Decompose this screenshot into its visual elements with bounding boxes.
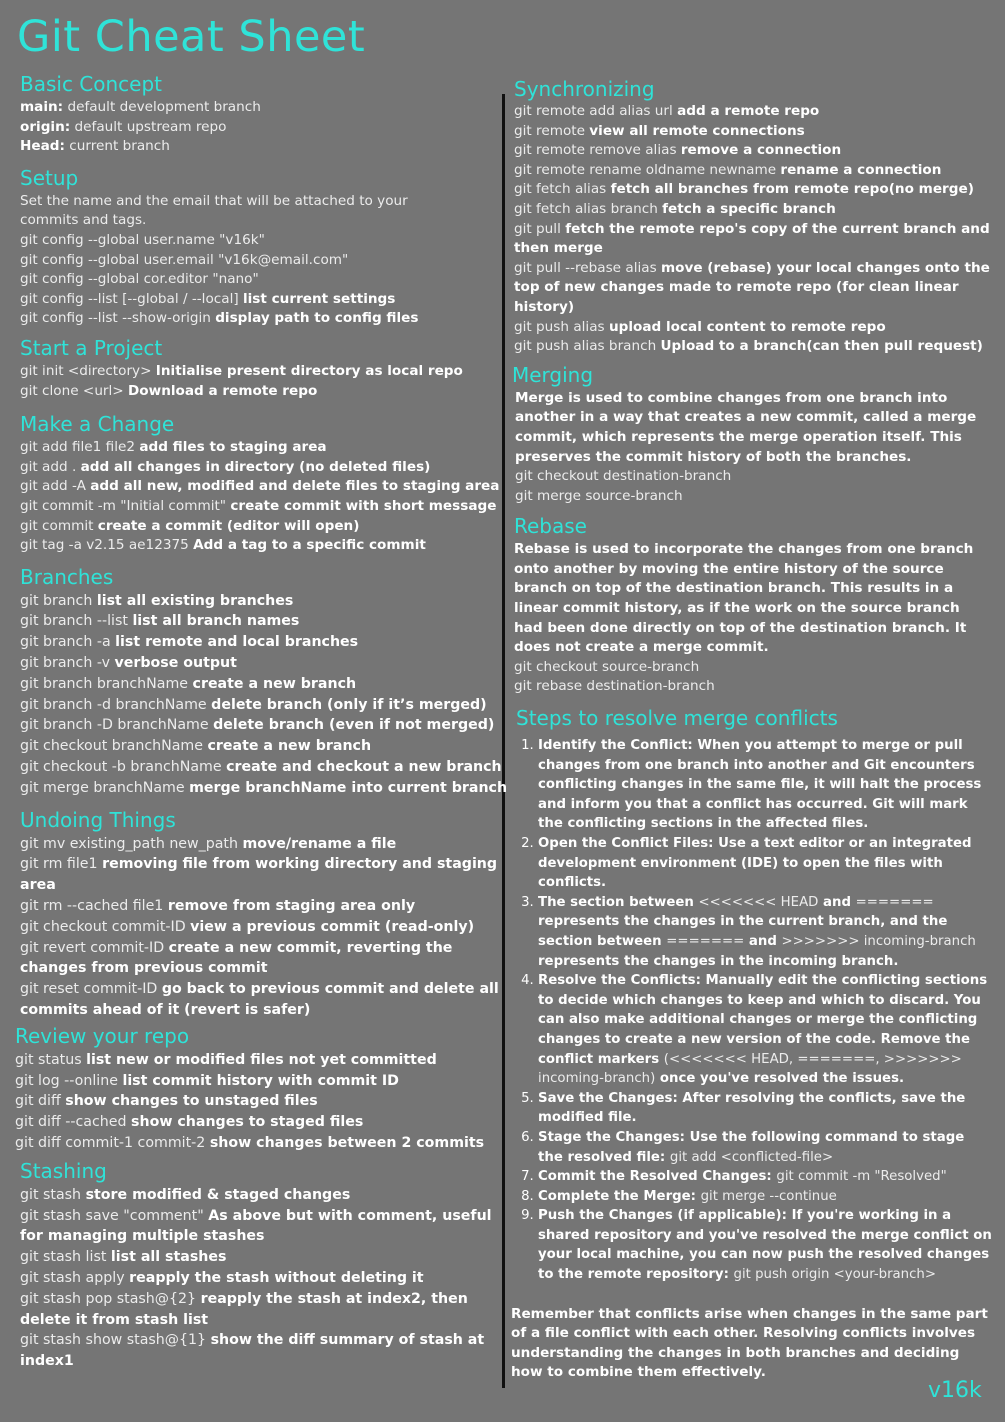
step-code: git merge --continue — [700, 1188, 837, 1204]
command-description: fetch the remote repo's copy of the current branch and then merge — [514, 220, 990, 257]
step-code: (<<<<<<< HEAD, =======, >>>>>>> incoming-branch) — [538, 1051, 962, 1087]
command-row — [20, 917, 502, 938]
command-row — [20, 251, 502, 271]
step-text: and — [744, 933, 782, 949]
command-description: remove from staging area only — [167, 898, 416, 915]
command-description: show the diff summary of stash at index1 — [20, 1332, 485, 1370]
command-row — [20, 938, 502, 980]
command-description: fetch all branches from remote repo(no merge) — [610, 181, 974, 198]
command-row — [514, 220, 992, 259]
command-text: git fetch alias — [514, 181, 611, 198]
section-merge-conflicts — [516, 704, 992, 1285]
command-text: git pull --rebase alias — [514, 259, 661, 276]
step-text: represents the changes in the current branch, and the section between — [538, 914, 948, 949]
command-text: git push alias branch — [514, 338, 661, 355]
command-row: git merge source-branch — [515, 487, 683, 504]
step-code: ======= — [855, 894, 934, 910]
command-row — [20, 477, 502, 497]
section-make-change — [20, 410, 502, 556]
step-text: Save the Changes: After resolving the conflicts, save the modified file. — [538, 1090, 966, 1126]
command-row — [514, 102, 992, 122]
stash-list — [20, 1185, 502, 1372]
step-code: >>>>>>> incoming-branch — [781, 933, 976, 949]
section-heading: Merging — [512, 362, 594, 387]
command-row — [20, 834, 502, 855]
conflict-step — [538, 834, 992, 893]
section-branches — [20, 563, 508, 799]
command-description: display path to config files — [215, 310, 419, 327]
command-description: move/rename a file — [242, 835, 397, 852]
command-description: Initialise present directory as local repo — [155, 362, 463, 379]
command-text: git stash apply — [20, 1270, 130, 1286]
concept-value: default development branch — [63, 99, 261, 115]
command-row — [20, 231, 502, 251]
command-description: Add a tag to a specific commit — [193, 537, 426, 554]
command-row — [20, 458, 502, 478]
step-text: Resolve the Conflicts: Manually edit the conflicting sections to decide which changes to keep and which to discard. You can also make additional changes or merge the conflicting changes to create a new version of the code. Remove the conflict markers — [538, 973, 988, 1067]
command-text: git add -A — [20, 478, 91, 495]
conflict-step — [538, 971, 992, 1089]
command-description: Download a remote repo — [128, 382, 318, 399]
command-description: list commit history with commit ID — [122, 1072, 399, 1089]
command-row — [20, 1330, 500, 1372]
command-text: git pull — [514, 220, 566, 237]
change-list — [20, 438, 502, 556]
command-row — [20, 438, 502, 458]
command-text: git config --list [--global / --local] — [20, 290, 243, 307]
command-description: upload local content to remote repo — [608, 318, 886, 335]
step-text: Stage the Changes: Use the following command to stage the resolved file: — [538, 1129, 965, 1165]
command-description: list remote and local branches — [115, 634, 359, 651]
command-row — [15, 1133, 502, 1154]
step-code: git commit -m "Resolved" — [776, 1169, 947, 1185]
concept-key: main: — [20, 99, 64, 115]
command-description: merge branchName into current branch — [189, 779, 508, 796]
command-text: git checkout commit-ID — [20, 918, 191, 935]
command-description: verbose output — [114, 655, 237, 672]
command-row — [20, 382, 502, 402]
setup-intro: Set the name and the email that will be attached to your commits and tags. — [20, 192, 408, 229]
step-code: git add <conflicted-file> — [669, 1149, 834, 1165]
command-description: Upload to a branch(can then pull request) — [660, 338, 983, 355]
command-text: git branch -d branchName — [20, 696, 212, 713]
command-row — [20, 517, 502, 537]
section-heading: Make a Change — [20, 412, 175, 437]
step-text: Complete the Merge: — [538, 1188, 701, 1204]
command-row: git rebase destination-branch — [514, 678, 715, 695]
concept-value: default upstream repo — [70, 118, 227, 135]
branches-list — [20, 591, 508, 799]
conflict-step — [538, 1187, 992, 1207]
section-stashing — [20, 1157, 502, 1372]
command-description: removing file from working directory and staging area — [20, 856, 498, 894]
section-heading: Branches — [20, 564, 114, 589]
concept-row — [20, 98, 502, 118]
command-description: reapply the stash without deleting it — [129, 1270, 424, 1286]
command-text: git tag -a v2.15 ae12375 — [20, 537, 194, 554]
command-row — [20, 1268, 500, 1289]
command-description: go back to previous commit and delete all commits ahead of it (revert is safer) — [20, 981, 499, 1019]
step-text: Identify the Conflict: When you attempt to merge or pull changes from one branch into another and Git encounters conflicting changes in the same file, it will halt the process and inform you that a conflict has occurred. Git will mark the conflicting sections in the affected files. — [538, 738, 982, 832]
command-row — [20, 736, 502, 757]
command-description: show changes to staged files — [131, 1114, 364, 1131]
command-text: git revert commit-ID — [20, 939, 169, 956]
command-row — [20, 896, 502, 917]
command-description: add all changes in directory (no deleted files) — [80, 458, 431, 475]
concept-row — [20, 137, 502, 157]
command-text: git init <directory> — [20, 362, 156, 379]
command-text: git branch -a — [20, 634, 116, 651]
command-row — [20, 1247, 500, 1268]
command-text: git stash show stash@{1} — [20, 1332, 211, 1349]
command-row — [20, 715, 502, 736]
section-heading: Synchronizing — [514, 77, 655, 101]
section-heading: Review your repo — [15, 1023, 190, 1048]
command-text: git config --global user.name "v16k" — [20, 231, 265, 248]
command-text: git commit -m "Initial commit" — [20, 497, 231, 514]
command-row: git checkout source-branch — [514, 658, 700, 675]
section-heading: Setup — [20, 165, 79, 190]
command-description: delete branch (even if not merged) — [213, 717, 495, 734]
command-text: git diff --cached — [15, 1114, 132, 1131]
command-row — [15, 1112, 502, 1133]
conflict-step — [538, 893, 992, 971]
command-description: list all branch names — [132, 613, 300, 630]
step-text: represents the changes in the incoming branch. — [538, 953, 899, 969]
section-heading: Basic Concept — [20, 72, 163, 96]
conflict-step — [538, 1089, 992, 1128]
section-setup — [20, 164, 502, 329]
command-description: delete branch (only if it’s merged) — [211, 696, 487, 713]
section-review — [15, 1022, 502, 1154]
command-text: git log --online — [15, 1072, 123, 1089]
command-row — [20, 854, 502, 896]
command-text: git stash — [20, 1186, 86, 1203]
section-heading: Start a Project — [20, 335, 163, 360]
command-row — [15, 1091, 502, 1112]
command-text: git stash list — [20, 1249, 111, 1266]
conflict-steps — [516, 736, 992, 1285]
concept-key: origin: — [20, 118, 71, 135]
command-row — [514, 200, 992, 220]
command-text: git push alias — [514, 318, 609, 335]
section-synchronizing — [514, 76, 992, 357]
command-row — [20, 653, 502, 674]
setup-list — [20, 231, 502, 329]
command-description: add a remote repo — [677, 103, 820, 119]
command-description: add all new, modified and delete files to staging area — [90, 478, 500, 495]
command-text: git clone <url> — [20, 382, 129, 399]
command-row — [20, 536, 502, 556]
command-description: remove a connection — [680, 142, 842, 159]
command-row — [514, 337, 992, 357]
command-description: store modified & staged changes — [85, 1186, 351, 1203]
command-row — [20, 1206, 500, 1248]
conflict-step — [538, 1167, 992, 1187]
command-description: add files to staging area — [139, 439, 327, 456]
command-row — [20, 497, 502, 517]
command-description: create and checkout a new branch — [226, 759, 502, 776]
command-row — [514, 122, 992, 142]
command-text: git stash save "comment" — [20, 1207, 209, 1224]
command-text: git diff — [15, 1093, 66, 1110]
step-text: The section between — [538, 894, 699, 910]
section-start-project — [20, 334, 502, 401]
command-description: create a new branch — [207, 738, 372, 755]
command-row — [15, 1071, 502, 1092]
step-text: Push the Changes (if applicable): If you're working in a shared repository and you've resolved the merge conflict on your local machine, you can now push the resolved changes to the remote repository: — [538, 1208, 992, 1283]
command-description: list current settings — [242, 290, 396, 307]
command-row — [514, 180, 992, 200]
command-text: git add . — [20, 458, 81, 475]
section-heading: Rebase — [514, 514, 587, 539]
command-text: git config --global cor.editor "nano" — [20, 271, 259, 288]
command-description: reapply the stash at index2, then delete it from stash list — [20, 1290, 468, 1328]
command-row — [20, 290, 502, 310]
command-description: fetch a specific branch — [662, 200, 836, 217]
command-row — [20, 1289, 500, 1331]
command-text: git branch — [20, 592, 97, 609]
command-description: view all remote connections — [589, 122, 805, 139]
command-description: As above but with comment, useful for managing multiple stashes — [20, 1207, 492, 1245]
command-description: list new or modified files not yet committed — [86, 1051, 437, 1068]
section-rebase — [514, 512, 992, 697]
command-text: git remote add alias url — [514, 103, 678, 119]
section-undoing — [20, 806, 502, 1021]
signature: v16k — [928, 1378, 982, 1403]
step-text: once you've resolved the issues. — [655, 1071, 905, 1087]
rebase-description: Rebase is used to incorporate the changes from one branch onto another by moving the entire history of the source branch on top of the destination branch. This results in a linear commit history, as if the work on the source branch had been done directly on top of the destination branch. It does not create a merge commit. — [514, 541, 974, 656]
concept-row — [20, 118, 502, 138]
command-text: git config --global user.email "v16k@email.com" — [20, 251, 349, 268]
section-merging — [512, 361, 992, 507]
sync-list — [514, 102, 992, 357]
command-text: git fetch alias branch — [514, 200, 663, 217]
command-text: git rm file1 — [20, 856, 103, 873]
command-text: git rm --cached file1 — [20, 898, 168, 915]
command-row — [20, 591, 502, 612]
command-text: git status — [15, 1051, 87, 1068]
command-row — [20, 611, 502, 632]
section-basic-concept — [20, 70, 502, 157]
command-description: move (rebase) your local changes onto the top of new changes made to remote repo (for clean linear history) — [514, 259, 990, 315]
command-text: git diff commit-1 commit-2 — [15, 1135, 210, 1152]
merging-description: Merge is used to combine changes from one branch into another in a way that creates a new commit, called a merge commit, which represents the merge operation itself. This preserves the commit history of both the branches. — [515, 389, 977, 465]
merging-commands — [515, 467, 992, 506]
page-title: Git Cheat Sheet — [17, 12, 366, 62]
command-description: rename a connection — [780, 161, 942, 178]
right-column — [511, 76, 992, 1383]
basic-list — [20, 98, 502, 157]
conflicts-note: Remember that conflicts arise when changes in the same part of a file conflict with each other. Resolving conflicts involves understanding the changes in both branches and deciding how to combine them effectively. — [511, 1305, 988, 1381]
command-row — [20, 778, 508, 799]
rebase-commands — [514, 658, 992, 697]
concept-key: Head: — [20, 138, 65, 155]
undo-list — [20, 834, 502, 1021]
command-text: git merge branchName — [20, 779, 190, 796]
concept-value: current branch — [64, 138, 170, 155]
command-description: create a commit (editor will open) — [97, 517, 360, 534]
command-text: git remote — [514, 122, 590, 139]
command-row — [20, 979, 502, 1021]
section-heading: Stashing — [20, 1158, 107, 1183]
review-list — [15, 1050, 502, 1154]
command-description: create a new branch — [192, 675, 357, 692]
command-row — [20, 632, 502, 653]
command-row — [15, 1050, 502, 1071]
command-text: git branch branchName — [20, 675, 193, 692]
command-row — [514, 141, 992, 161]
command-text: git branch --list — [20, 613, 133, 630]
left-column — [15, 70, 508, 1372]
conflict-step — [538, 1128, 992, 1167]
command-text: git branch -v — [20, 655, 115, 672]
step-code: ======= — [666, 933, 745, 949]
step-text: Commit the Resolved Changes: — [538, 1169, 777, 1185]
start-list — [20, 362, 502, 401]
command-row — [514, 161, 992, 181]
command-description: list all existing branches — [96, 592, 294, 609]
command-row — [514, 259, 992, 318]
column-divider — [502, 94, 505, 1388]
command-row — [20, 362, 502, 382]
command-text: git config --list --show-origin — [20, 310, 216, 327]
command-text: git add file1 file2 — [20, 439, 140, 456]
command-description: list all stashes — [110, 1249, 227, 1266]
step-code: <<<<<<< HEAD — [698, 894, 819, 910]
command-description: create commit with short message — [230, 497, 497, 514]
command-text: git remote remove alias — [514, 142, 681, 159]
command-row — [20, 1185, 500, 1206]
conflict-step — [538, 1206, 992, 1284]
command-text: git stash pop stash@{2} — [20, 1290, 201, 1307]
conflict-step — [538, 736, 992, 834]
command-description: create a new commit, reverting the changes from previous commit — [20, 939, 453, 977]
command-row — [20, 695, 502, 716]
step-text: Open the Conflict Files: Use a text editor or an integrated development environment (IDE) to open the files with conflicts. — [538, 836, 972, 891]
command-row — [20, 757, 502, 778]
command-description: show changes between 2 commits — [209, 1135, 485, 1152]
command-row: git checkout destination-branch — [515, 468, 732, 485]
command-row — [20, 309, 502, 329]
command-text: git remote rename oldname newname — [514, 161, 781, 178]
command-text: git checkout -b branchName — [20, 759, 227, 776]
command-text: git mv existing_path new_path — [20, 835, 243, 852]
step-code: git push origin <your-branch> — [733, 1267, 936, 1283]
section-heading: Steps to resolve merge conflicts — [516, 706, 838, 731]
command-row — [514, 318, 992, 338]
step-text: and — [818, 894, 856, 910]
command-description: show changes to unstaged files — [65, 1093, 318, 1110]
command-row — [20, 674, 502, 695]
command-text: git checkout branchName — [20, 738, 208, 755]
command-description: view a previous commit (read-only) — [190, 918, 475, 935]
command-text: git commit — [20, 517, 98, 534]
command-text: git reset commit-ID — [20, 981, 162, 998]
section-heading: Undoing Things — [20, 807, 176, 832]
command-row — [20, 270, 502, 290]
command-text: git branch -D branchName — [20, 717, 214, 734]
